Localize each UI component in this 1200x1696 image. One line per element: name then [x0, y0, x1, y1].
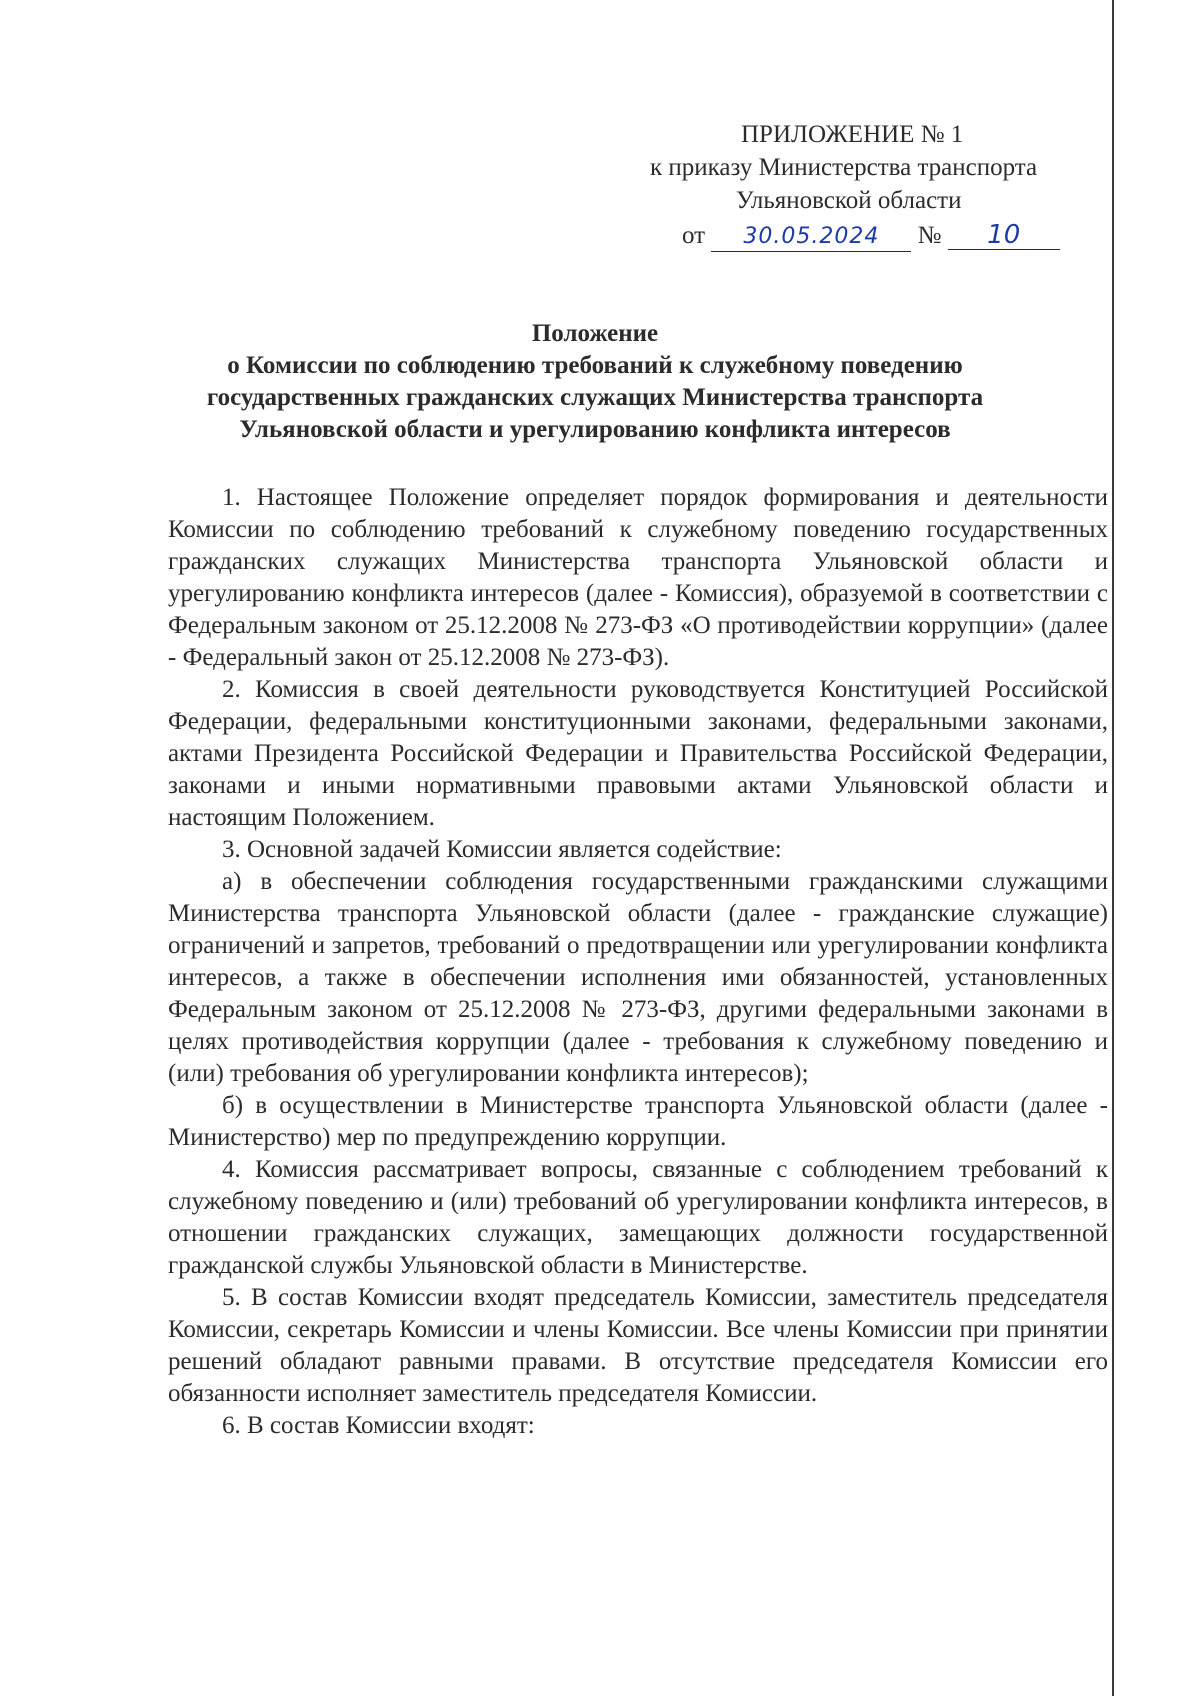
paragraph-2: 2. Комиссия в своей деятельности руководствуется Конституцией Российской Федерации, федеральными конституционными законами, федеральными законами, актами Президента Российской Федерации и Правительства Российской Федерации, законами и иными нормативными правовыми актами Ульяновской области и настоящим Положением.: [168, 676, 1108, 831]
order-date-number-row: [600, 219, 1100, 252]
title-line-1: Положение: [531, 320, 659, 347]
page-edge-line: [1112, 0, 1114, 1696]
paragraph-6: 6. В состав Комиссии входят:: [222, 1412, 535, 1439]
date-prefix: от: [682, 222, 706, 249]
handwritten-number: 10: [948, 221, 1060, 250]
title-line-3: государственных гражданских служащих Министерства транспорта: [206, 384, 984, 411]
title-line-2: о Комиссии по соблюдению требований к служебному поведению: [227, 352, 963, 379]
appendix-region-line: Ульяновской области: [736, 187, 962, 214]
paragraph-3b: б) в осуществлении в Министерстве транспорта Ульяновской области (далее - Министерство) мер по предупреждению коррупции.: [168, 1092, 1108, 1151]
title-line-4: Ульяновской области и урегулированию конфликта интересов: [239, 416, 951, 443]
paragraph-4: 4. Комиссия рассматривает вопросы, связанные с соблюдением требований к служебному поведению и (или) требований об урегулировании конфликта интересов, в отношении гражданских служащих, замещающих должности государственной гражданской службы Ульяновской области в Министерстве.: [168, 1156, 1108, 1279]
document-body: [168, 482, 1108, 1442]
number-prefix: №: [917, 222, 942, 249]
document-title: [150, 318, 1040, 446]
paragraph-5: 5. В состав Комиссии входят председатель Комиссии, заместитель председателя Комиссии, секретарь Комиссии и члены Комиссии. Все члены Комиссии при принятии решений обладают равными правами. В отсутствие председателя Комиссии его обязанности исполняет заместитель председателя Комиссии.: [168, 1284, 1108, 1407]
appendix-order-line: к приказу Министерства транспорта: [650, 154, 1038, 181]
appendix-title: ПРИЛОЖЕНИЕ № 1: [741, 121, 964, 148]
handwritten-date: 30.05.2024: [711, 223, 911, 252]
appendix-header: [600, 118, 1100, 252]
paragraph-3a: а) в обеспечении соблюдения государственными гражданскими служащими Министерства транспорта Ульяновской области (далее - гражданские служащие) ограничений и запретов, требований о предотвращении или урегулировании конфликта интересов, а также в обеспечении исполнения ими обязанностей, установленных Федеральным законом от 25.12.2008 № 273-ФЗ, другими федеральными законами в целях противодействия коррупции (далее - требования к служебному поведению и (или) требования об урегулировании конфликта интересов);: [168, 868, 1108, 1087]
paragraph-1: 1. Настоящее Положение определяет порядок формирования и деятельности Комиссии по соблюдению требований к служебному поведению государственных гражданских служащих Министерства транспорта Ульяновской области и урегулированию конфликта интересов (далее - Комиссия), образуемой в соответствии с Федеральным законом от 25.12.2008 № 273-ФЗ «О противодействии коррупции» (далее - Федеральный закон от 25.12.2008 № 273-ФЗ).: [168, 484, 1108, 671]
paragraph-3: 3. Основной задачей Комиссии является содействие:: [222, 836, 782, 863]
